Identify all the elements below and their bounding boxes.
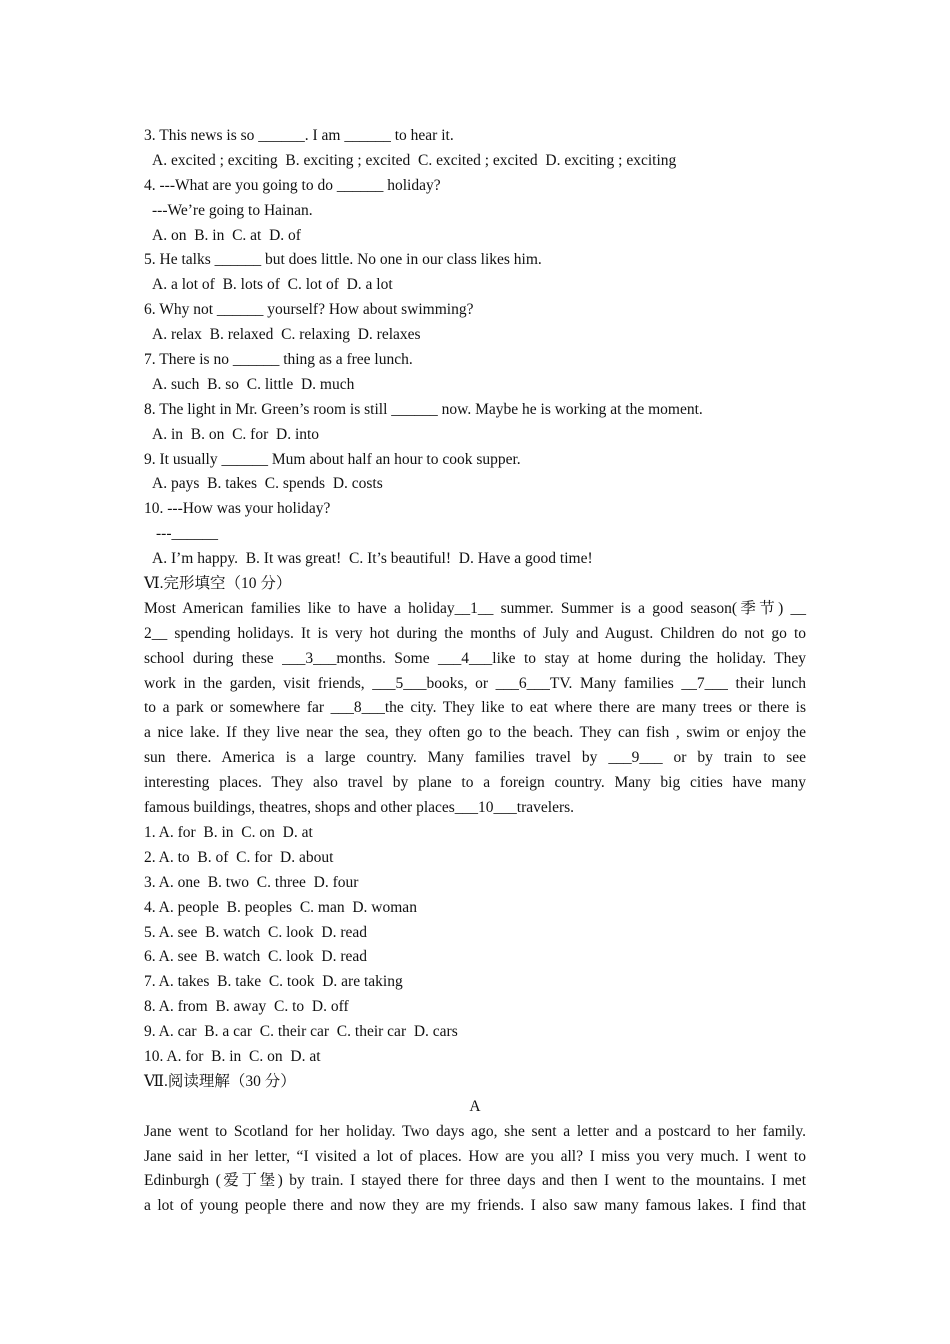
cloze-option-line: 4. A. people B. peoples C. man D. woman xyxy=(144,898,417,916)
cloze-option-line: 6. A. see B. watch C. look D. read xyxy=(144,948,367,966)
question-9 xyxy=(144,448,806,498)
section-title-reading: Ⅶ.阅读理解（30 分） xyxy=(144,1072,296,1090)
cloze-passage xyxy=(144,597,806,821)
passage-line: Jane went to Scotland for her holiday. Two days ago, she sent a letter and a postcard to her family. xyxy=(144,1122,806,1140)
reading-passage xyxy=(144,1120,806,1220)
passage-line: 2__ spending holidays. It is very hot during the months of July and August. Children do not go to xyxy=(144,624,806,642)
passage-line: Jane said in her letter, “I visited a lot of places. How are you all? I miss you very much. I went to xyxy=(144,1147,806,1165)
question-options: A. in B. on C. for D. into xyxy=(152,425,320,443)
passage-line: a lot of young people there and now they are my friends. I also saw many famous lakes. I find that xyxy=(144,1197,806,1215)
passage-line: famous buildings, theatres, shops and other places___10___travelers. xyxy=(144,799,575,817)
question-4 xyxy=(144,174,806,249)
question-stem: 3. This news is so ______. I am ______ to hear it. xyxy=(144,127,454,144)
question-5 xyxy=(144,248,806,298)
question-stem: 7. There is no ______ thing as a free lunch. xyxy=(144,351,413,369)
question-stem: 10. ---How was your holiday? xyxy=(144,500,331,518)
question-options: A. on B. in C. at D. of xyxy=(152,226,301,244)
document-page xyxy=(144,124,806,1219)
passage-line: to a park or somewhere far ___8___the city. They like to eat where there are many trees or there is xyxy=(144,699,806,717)
section-title-cloze: Ⅵ.完形填空（10 分） xyxy=(144,575,292,593)
passage-line: Edinburgh (爱丁堡) by train. I stayed there for three days and then I went to the mountains. I met xyxy=(144,1172,806,1190)
passage-line: interesting places. They also travel by plane to a foreign country. Many big cities have many xyxy=(144,774,806,792)
question-dialogue: ---______ xyxy=(156,525,218,543)
passage-line: Most American families like to have a holiday__1__ summer. Summer is a good season(季节) __ xyxy=(144,599,806,617)
question-stem: 9. It usually ______ Mum about half an hour to cook supper. xyxy=(144,450,521,468)
cloze-options xyxy=(144,821,806,1070)
cloze-option-line: 7. A. takes B. take C. took D. are taking xyxy=(144,973,403,991)
passage-line: a nice lake. If they live near the sea, they often go to the beach. They can fish , swim or enjoy the xyxy=(144,724,806,742)
passage-line: school during these ___3___months. Some ___4___like to stay at home during the holiday. They xyxy=(144,649,806,667)
question-options: A. a lot of B. lots of C. lot of D. a lot xyxy=(152,276,393,294)
question-7 xyxy=(144,348,806,398)
question-options: A. pays B. takes C. spends D. costs xyxy=(152,475,383,493)
cloze-option-line: 9. A. car B. a car C. their car C. their car D. cars xyxy=(144,1023,458,1041)
question-10 xyxy=(144,497,806,572)
passage-label: A xyxy=(469,1097,481,1115)
question-dialogue: ---We’re going to Hainan. xyxy=(152,201,313,219)
question-stem: 8. The light in Mr. Green’s room is still ______ now. Maybe he is working at the moment. xyxy=(144,400,703,418)
question-stem: 5. He talks ______ but does little. No one in our class likes him. xyxy=(144,251,542,269)
cloze-option-line: 5. A. see B. watch C. look D. read xyxy=(144,923,367,941)
question-6 xyxy=(144,298,806,348)
question-options: A. such B. so C. little D. much xyxy=(152,375,355,393)
cloze-option-line: 3. A. one B. two C. three D. four xyxy=(144,873,359,891)
question-options: A. relax B. relaxed C. relaxing D. relaxes xyxy=(152,326,421,344)
question-stem: 4. ---What are you going to do ______ holiday? xyxy=(144,176,441,194)
question-options: A. excited ; exciting B. exciting ; excited C. excited ; excited D. exciting ; exciting xyxy=(152,151,677,169)
question-stem: 6. Why not ______ yourself? How about swimming? xyxy=(144,301,474,319)
passage-line: work in the garden, visit friends, ___5___books, or ___6___TV. Many families __7___ their lunch xyxy=(144,674,806,692)
cloze-option-line: 8. A. from B. away C. to D. off xyxy=(144,998,349,1016)
question-8 xyxy=(144,398,806,448)
cloze-option-line: 2. A. to B. of C. for D. about xyxy=(144,848,334,866)
question-3 xyxy=(144,124,806,174)
question-options: A. I’m happy. B. It was great! C. It’s beautiful! D. Have a good time! xyxy=(152,550,593,568)
passage-line: sun there. America is a large country. Many families travel by ___9___ or by train to see xyxy=(144,749,806,767)
cloze-option-line: 1. A. for B. in C. on D. at xyxy=(144,823,313,841)
cloze-option-line: 10. A. for B. in C. on D. at xyxy=(144,1047,321,1065)
